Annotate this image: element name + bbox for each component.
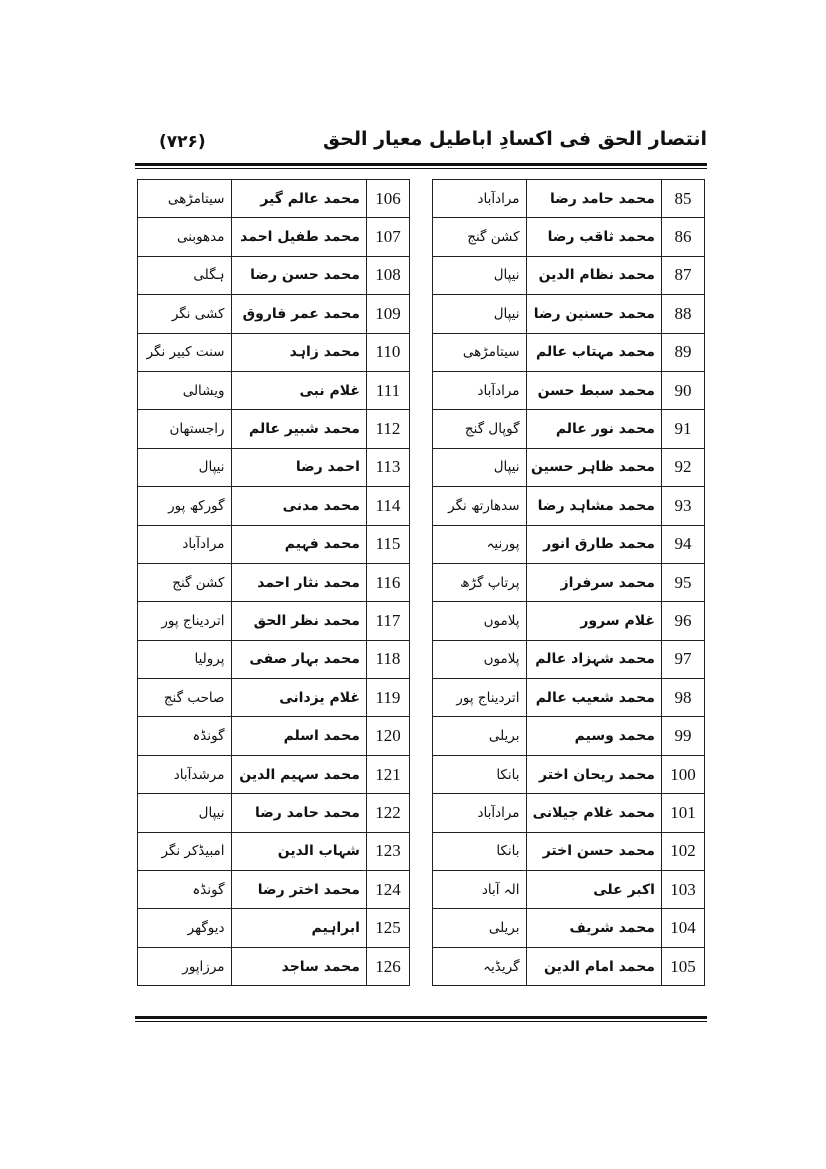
student-place: مرزاپور (138, 947, 232, 985)
serial-number: 122 (366, 794, 409, 832)
student-place: بریلی (433, 717, 526, 755)
book-title: انتصار الحق فی اکسادِ اباطیل معیار الحق (323, 128, 707, 150)
table-row (138, 218, 705, 256)
serial-number: 109 (366, 295, 409, 333)
header-rule (135, 163, 707, 169)
student-place: اتردیناج پور (138, 602, 232, 640)
column-gap (409, 218, 432, 256)
column-gap (409, 794, 432, 832)
table-row (138, 256, 705, 294)
student-name: محمد اختر رضا (231, 871, 366, 909)
student-name: محمد فہیم (231, 525, 366, 563)
serial-number: 101 (661, 794, 704, 832)
student-place: ہگلی (138, 256, 232, 294)
student-name: محمد مہتاب عالم (526, 333, 661, 371)
column-gap (409, 602, 432, 640)
serial-number: 85 (661, 180, 704, 218)
student-name: محمد زاہد (231, 333, 366, 371)
student-name: محمد بہار صفی (231, 640, 366, 678)
serial-number: 117 (366, 602, 409, 640)
student-name: محمد مدنی (231, 487, 366, 525)
student-name: محمد نور عالم (526, 410, 661, 448)
student-name: ابراہیم (231, 909, 366, 947)
student-place: کشن گنج (433, 218, 526, 256)
table-row (138, 563, 705, 601)
student-place: بانکا (433, 832, 526, 870)
student-place: گونڈہ (138, 871, 232, 909)
column-gap (409, 487, 432, 525)
student-name: محمد مشاہد رضا (526, 487, 661, 525)
column-gap (409, 909, 432, 947)
serial-number: 93 (661, 487, 704, 525)
column-gap (409, 947, 432, 985)
serial-number: 113 (366, 448, 409, 486)
student-place: پلاموں (433, 640, 526, 678)
student-place: پلاموں (433, 602, 526, 640)
column-gap (409, 448, 432, 486)
table-row (138, 371, 705, 409)
student-name: اکبر علی (526, 871, 661, 909)
student-name: محمد سہیم الدین (231, 755, 366, 793)
column-gap (409, 180, 432, 218)
student-name: شہاب الدین (231, 832, 366, 870)
serial-number: 91 (661, 410, 704, 448)
student-name: محمد شبیر عالم (231, 410, 366, 448)
column-gap (409, 256, 432, 294)
student-name: محمد حسن رضا (231, 256, 366, 294)
student-name: غلام سرور (526, 602, 661, 640)
student-place: مرشدآباد (138, 755, 232, 793)
footer-rule (135, 1016, 707, 1022)
column-gap (409, 679, 432, 717)
student-name: محمد سرفراز (526, 563, 661, 601)
student-name: محمد ظاہر حسین (526, 448, 661, 486)
student-name: محمد نظر الحق (231, 602, 366, 640)
student-name: محمد طفیل احمد (231, 218, 366, 256)
serial-number: 115 (366, 525, 409, 563)
student-place: مرادآباد (433, 180, 526, 218)
table-row (138, 832, 705, 870)
student-name: محمد شعیب عالم (526, 679, 661, 717)
serial-number: 97 (661, 640, 704, 678)
serial-number: 87 (661, 256, 704, 294)
column-gap (409, 333, 432, 371)
serial-number: 96 (661, 602, 704, 640)
serial-number: 123 (366, 832, 409, 870)
student-place: راجستھان (138, 410, 232, 448)
student-place: کشی نگر (138, 295, 232, 333)
student-name: احمد رضا (231, 448, 366, 486)
student-name: محمد سبط حسن (526, 371, 661, 409)
serial-number: 107 (366, 218, 409, 256)
table-row (138, 871, 705, 909)
table-row (138, 679, 705, 717)
student-place: الہ آباد (433, 871, 526, 909)
student-place: سدھارتھ نگر (433, 487, 526, 525)
serial-number: 114 (366, 487, 409, 525)
student-name: محمد عمر فاروق (231, 295, 366, 333)
serial-number: 98 (661, 679, 704, 717)
student-place: نیپال (138, 794, 232, 832)
column-gap (409, 410, 432, 448)
table-row (138, 909, 705, 947)
page-header (135, 128, 707, 158)
student-name: محمد ساجد (231, 947, 366, 985)
student-place: اتردیناج پور (433, 679, 526, 717)
student-place: سیتامڑھی (138, 180, 232, 218)
serial-number: 112 (366, 410, 409, 448)
serial-number: 118 (366, 640, 409, 678)
student-name: محمد طارق انور (526, 525, 661, 563)
serial-number: 92 (661, 448, 704, 486)
page-number: (۷۲۶) (159, 132, 206, 152)
column-gap (409, 717, 432, 755)
student-place: سنت کبیر نگر (138, 333, 232, 371)
student-name: غلام یزدانی (231, 679, 366, 717)
table-row (138, 947, 705, 985)
student-name: محمد حسنین رضا (526, 295, 661, 333)
student-place: دیوگھر (138, 909, 232, 947)
student-place: مرادآباد (138, 525, 232, 563)
serial-number: 88 (661, 295, 704, 333)
column-gap (409, 525, 432, 563)
table-row (138, 794, 705, 832)
serial-number: 125 (366, 909, 409, 947)
student-place: گریڈیہ (433, 947, 526, 985)
serial-number: 86 (661, 218, 704, 256)
serial-number: 108 (366, 256, 409, 294)
student-name: محمد حامد رضا (526, 180, 661, 218)
student-name: محمد اسلم (231, 717, 366, 755)
serial-number: 99 (661, 717, 704, 755)
column-gap (409, 755, 432, 793)
column-gap (409, 640, 432, 678)
table-row (138, 717, 705, 755)
student-place: گوپال گنج (433, 410, 526, 448)
serial-number: 90 (661, 371, 704, 409)
table-row (138, 640, 705, 678)
student-name: محمد نظام الدین (526, 256, 661, 294)
student-place: پرتاپ گڑھ (433, 563, 526, 601)
serial-number: 103 (661, 871, 704, 909)
table-row (138, 755, 705, 793)
table-row (138, 410, 705, 448)
serial-number: 89 (661, 333, 704, 371)
student-name: محمد نثار احمد (231, 563, 366, 601)
student-place: نیپال (433, 295, 526, 333)
student-place: امبیڈکر نگر (138, 832, 232, 870)
student-name: محمد امام الدین (526, 947, 661, 985)
student-place: صاحب گنج (138, 679, 232, 717)
student-place: گونڈہ (138, 717, 232, 755)
serial-number: 106 (366, 180, 409, 218)
serial-number: 111 (366, 371, 409, 409)
student-name: محمد ثاقب رضا (526, 218, 661, 256)
student-name: محمد وسیم (526, 717, 661, 755)
student-name: محمد شریف (526, 909, 661, 947)
student-place: سیتامڑھی (433, 333, 526, 371)
column-gap (409, 371, 432, 409)
roster-body (138, 180, 705, 986)
student-place: پورنیہ (433, 525, 526, 563)
table-row (138, 333, 705, 371)
column-gap (409, 563, 432, 601)
serial-number: 119 (366, 679, 409, 717)
serial-number: 105 (661, 947, 704, 985)
student-name: محمد حسن اختر (526, 832, 661, 870)
table-row (138, 525, 705, 563)
table-row (138, 180, 705, 218)
serial-number: 120 (366, 717, 409, 755)
student-place: ویشالی (138, 371, 232, 409)
serial-number: 116 (366, 563, 409, 601)
student-name: محمد حامد رضا (231, 794, 366, 832)
student-place: نیپال (138, 448, 232, 486)
serial-number: 102 (661, 832, 704, 870)
student-name: محمد ریحان اختر (526, 755, 661, 793)
table-row (138, 487, 705, 525)
table-row (138, 602, 705, 640)
roster-table (137, 179, 705, 986)
serial-number: 104 (661, 909, 704, 947)
student-place: بانکا (433, 755, 526, 793)
student-place: مرادآباد (433, 794, 526, 832)
student-place: گورکھ پور (138, 487, 232, 525)
serial-number: 110 (366, 333, 409, 371)
student-place: نیپال (433, 256, 526, 294)
serial-number: 121 (366, 755, 409, 793)
student-place: مدھوبنی (138, 218, 232, 256)
student-place: پرولیا (138, 640, 232, 678)
student-place: نیپال (433, 448, 526, 486)
student-name: غلام نبی (231, 371, 366, 409)
student-name: محمد شہزاد عالم (526, 640, 661, 678)
column-gap (409, 871, 432, 909)
student-place: بریلی (433, 909, 526, 947)
serial-number: 95 (661, 563, 704, 601)
column-gap (409, 295, 432, 333)
serial-number: 100 (661, 755, 704, 793)
table-row (138, 448, 705, 486)
student-name: محمد غلام جیلانی (526, 794, 661, 832)
student-place: مرادآباد (433, 371, 526, 409)
table-row (138, 295, 705, 333)
serial-number: 94 (661, 525, 704, 563)
column-gap (409, 832, 432, 870)
serial-number: 126 (366, 947, 409, 985)
student-name: محمد عالم گیر (231, 180, 366, 218)
student-place: کشن گنج (138, 563, 232, 601)
serial-number: 124 (366, 871, 409, 909)
